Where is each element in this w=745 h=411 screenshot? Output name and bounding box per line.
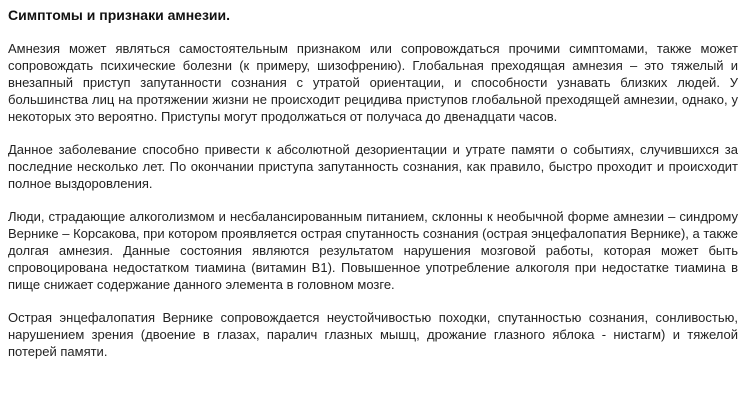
article: [8, 0, 738, 360]
article-paragraph-1: Амнезия может являться самостоятельным признаком или сопровождаться прочими симптомами, также может сопровождать психические болезни (к примеру, шизофрению). Глобальная преходящая амнезия – это тяжелый и внезапный приступ запутанности сознания с утратой ориентации, и способности узнавать близких людей. У большинства лиц на протяжении жизни не происходит рецидива приступов глобальной преходящей амнезии, однако, у некоторых это вероятно. Приступы могут продолжаться от получаса до двенадцати часов.: [8, 41, 738, 124]
article-paragraph-3: Люди, страдающие алкоголизмом и несбалансированным питанием, склонны к необычной форме амнезии – синдрому Вернике – Корсакова, при котором проявляется острая спутанность сознания (острая энцефалопатия Вернике), а также долгая амнезия. Данные состояния являются результатом нарушения мозговой работы, которая может быть спровоцирована недостатком тиамина (витамин В1). Повышенное употребление алкоголя при недостатке тиамина в пище снижает содержание данного элемента в головном мозге.: [8, 209, 739, 292]
article-title: Симптомы и признаки амнезии.: [8, 7, 231, 23]
article-paragraph-2: Данное заболевание способно привести к абсолютной дезориентации и утрате памяти о событиях, случившихся за последние несколько лет. По окончании приступа запутанность сознания, как правило, быстро проходит и происходит полное выздоровления.: [8, 142, 738, 191]
article-paragraph-4: Острая энцефалопатия Вернике сопровождается неустойчивостью походки, спутанностью сознания, сонливостью, нарушением зрения (двоение в глазах, паралич глазных мышц, дрожание глазного яблока - нистагм) и тяжелой потерей памяти.: [8, 310, 738, 359]
